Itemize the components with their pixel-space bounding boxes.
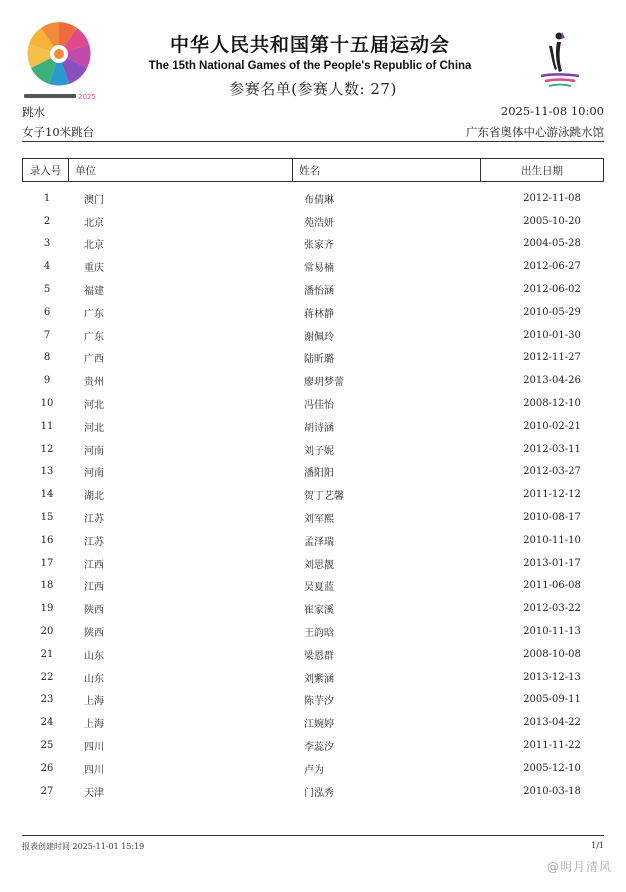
cell-name: 王韵晗 bbox=[304, 628, 334, 640]
table-row bbox=[22, 187, 604, 210]
cell-unit: 山东 bbox=[84, 650, 104, 662]
table-row bbox=[22, 438, 604, 461]
cell-no: 27 bbox=[40, 785, 54, 797]
table-row bbox=[22, 210, 604, 233]
cell-no: 16 bbox=[40, 534, 54, 546]
cell-no: 18 bbox=[40, 580, 54, 592]
cell-no: 21 bbox=[40, 648, 54, 660]
table-row bbox=[22, 620, 604, 643]
table-row bbox=[22, 529, 604, 552]
cell-unit: 重庆 bbox=[84, 263, 104, 275]
table-row bbox=[22, 483, 604, 506]
cell-dob: 2013-04-22 bbox=[523, 717, 581, 729]
cell-name: 贺丁艺馨 bbox=[304, 491, 344, 503]
cell-unit: 北京 bbox=[84, 240, 104, 252]
cell-dob: 2010-02-21 bbox=[523, 420, 581, 432]
cell-unit: 四川 bbox=[84, 764, 104, 776]
cell-unit: 上海 bbox=[84, 719, 104, 731]
cell-dob: 2011-06-08 bbox=[523, 580, 581, 592]
meta-row-event bbox=[22, 124, 604, 140]
cell-name: 李蕊汐 bbox=[304, 742, 334, 754]
page-number: 1/1 bbox=[591, 841, 604, 850]
cell-dob: 2008-10-08 bbox=[523, 648, 581, 660]
cell-unit: 江西 bbox=[84, 559, 104, 571]
cell-unit: 四川 bbox=[84, 742, 104, 754]
table-row bbox=[22, 461, 604, 484]
cell-dob: 2013-12-13 bbox=[523, 671, 581, 683]
cell-name: 刘军熙 bbox=[304, 514, 334, 526]
cell-no: 1 bbox=[43, 192, 51, 204]
cell-unit: 江苏 bbox=[84, 514, 104, 526]
cell-unit: 澳门 bbox=[84, 194, 104, 206]
cell-name: 谢佩玲 bbox=[304, 331, 334, 343]
cell-no: 24 bbox=[40, 717, 54, 729]
table-row bbox=[22, 597, 604, 620]
title-cn: 中华人民共和国第十五届运动会 bbox=[169, 34, 450, 56]
meta-row-sport bbox=[22, 104, 604, 120]
cell-unit: 陕西 bbox=[84, 605, 104, 617]
cell-name: 吴夏蓝 bbox=[304, 582, 334, 594]
table-row bbox=[22, 506, 604, 529]
cell-dob: 2005-09-11 bbox=[523, 694, 581, 706]
cell-unit: 河北 bbox=[84, 422, 104, 434]
footer bbox=[22, 841, 604, 852]
cell-no: 17 bbox=[40, 557, 54, 569]
table-row bbox=[22, 780, 604, 803]
table-row bbox=[22, 392, 604, 415]
cell-unit: 河南 bbox=[84, 445, 104, 457]
cell-no: 25 bbox=[40, 740, 54, 752]
cell-name: 冯佳怡 bbox=[304, 400, 334, 412]
cell-unit: 福建 bbox=[84, 286, 104, 298]
cell-no: 19 bbox=[40, 603, 54, 615]
cell-dob: 2012-06-27 bbox=[523, 261, 581, 273]
roster-table bbox=[22, 158, 604, 803]
table-row bbox=[22, 575, 604, 598]
cell-name: 廖玥梦蕾 bbox=[304, 377, 344, 389]
cell-name: 潘怡涵 bbox=[304, 286, 334, 298]
cell-unit: 广东 bbox=[84, 308, 104, 320]
cell-no: 6 bbox=[43, 306, 51, 318]
cell-dob: 2010-01-30 bbox=[523, 329, 581, 341]
cell-name: 胡诗涵 bbox=[304, 422, 334, 434]
table-row bbox=[22, 369, 604, 392]
cell-no: 26 bbox=[40, 762, 54, 774]
cell-name: 潘阳阳 bbox=[304, 468, 334, 480]
cell-no: 20 bbox=[40, 626, 54, 638]
cell-unit: 上海 bbox=[84, 696, 104, 708]
cell-no: 12 bbox=[40, 443, 54, 455]
cell-unit: 湖北 bbox=[84, 491, 104, 503]
cell-name: 崔家溪 bbox=[304, 605, 334, 617]
cell-no: 5 bbox=[43, 284, 51, 296]
cell-name: 陈芋汐 bbox=[304, 696, 334, 708]
cell-no: 8 bbox=[43, 352, 51, 364]
table-row bbox=[22, 711, 604, 734]
svg-text:2025: 2025 bbox=[78, 93, 96, 101]
cell-dob: 2004-05-28 bbox=[523, 238, 581, 250]
cell-dob: 2012-06-02 bbox=[523, 284, 581, 296]
table-row bbox=[22, 643, 604, 666]
cell-name: 布倩琳 bbox=[304, 194, 334, 206]
cell-unit: 江西 bbox=[84, 582, 104, 594]
venue-name: 广东省奥体中心游泳跳水馆 bbox=[466, 125, 604, 139]
cell-unit: 陕西 bbox=[84, 628, 104, 640]
cell-dob: 2013-01-17 bbox=[523, 557, 581, 569]
header-divider bbox=[22, 141, 604, 142]
cell-unit: 广东 bbox=[84, 331, 104, 343]
table-row bbox=[22, 301, 604, 324]
table-row bbox=[22, 233, 604, 256]
cell-name: 刘子妮 bbox=[304, 445, 334, 457]
cell-name: 刘思靓 bbox=[304, 559, 334, 571]
cell-dob: 2010-08-17 bbox=[523, 512, 581, 524]
cell-no: 3 bbox=[43, 238, 51, 250]
title-en: The 15th National Games of the People's Republic of China bbox=[148, 60, 472, 72]
cell-dob: 2013-04-26 bbox=[523, 375, 581, 387]
table-row bbox=[22, 278, 604, 301]
sport-label: 跳水 bbox=[22, 105, 45, 119]
cell-unit: 北京 bbox=[84, 217, 104, 229]
cell-unit: 江苏 bbox=[84, 536, 104, 548]
cell-unit: 贵州 bbox=[84, 377, 104, 389]
cell-name: 梁恩群 bbox=[304, 650, 334, 662]
cell-name: 孟泽瑞 bbox=[304, 536, 334, 548]
table-row bbox=[22, 734, 604, 757]
table-row bbox=[22, 689, 604, 712]
watermark: @明月清风 bbox=[546, 860, 612, 874]
cell-no: 4 bbox=[43, 261, 51, 273]
cell-dob: 2012-03-22 bbox=[523, 603, 581, 615]
table-row bbox=[22, 666, 604, 689]
cell-unit: 广西 bbox=[84, 354, 104, 366]
cell-name: 张家齐 bbox=[304, 240, 334, 252]
cell-name: 蒋林静 bbox=[304, 308, 334, 320]
event-name: 女子10米跳台 bbox=[22, 125, 95, 139]
table-row bbox=[22, 415, 604, 438]
cell-no: 2 bbox=[43, 215, 51, 227]
cell-dob: 2012-11-08 bbox=[523, 192, 581, 204]
column-header-name: 姓名 bbox=[293, 159, 481, 181]
cell-no: 11 bbox=[40, 420, 54, 432]
cell-unit: 山东 bbox=[84, 673, 104, 685]
cell-no: 22 bbox=[40, 671, 54, 683]
table-header bbox=[22, 158, 604, 182]
cell-name: 刘紫涵 bbox=[304, 673, 334, 685]
column-header-dob: 出生日期 bbox=[521, 164, 563, 177]
cell-dob: 2012-03-11 bbox=[523, 443, 581, 455]
cell-no: 10 bbox=[40, 398, 54, 410]
cell-no: 15 bbox=[40, 512, 54, 524]
table-row bbox=[22, 552, 604, 575]
cell-name: 常易楠 bbox=[304, 263, 334, 275]
footer-divider bbox=[22, 835, 604, 836]
cell-dob: 2012-03-27 bbox=[523, 466, 581, 478]
cell-dob: 2011-11-22 bbox=[523, 740, 581, 752]
table-row bbox=[22, 757, 604, 780]
cell-name: 陆昕璐 bbox=[304, 354, 334, 366]
cell-dob: 2005-10-20 bbox=[523, 215, 581, 227]
cell-dob: 2010-11-13 bbox=[523, 626, 581, 638]
table-body bbox=[22, 187, 604, 803]
cell-dob: 2011-12-12 bbox=[523, 489, 581, 501]
table-row bbox=[22, 324, 604, 347]
cell-dob: 2010-05-29 bbox=[523, 306, 581, 318]
cell-no: 13 bbox=[40, 466, 54, 478]
cell-no: 23 bbox=[40, 694, 54, 706]
report-created-time: 报表创建时间 2025-11-01 15:19 bbox=[22, 842, 145, 851]
cell-no: 14 bbox=[40, 489, 54, 501]
cell-dob: 2010-11-10 bbox=[523, 534, 581, 546]
cell-name: 门泓秀 bbox=[304, 787, 334, 799]
cell-no: 9 bbox=[43, 375, 51, 387]
cell-dob: 2008-12-10 bbox=[523, 398, 581, 410]
cell-no: 7 bbox=[43, 329, 51, 341]
column-header-unit: 单位 bbox=[69, 159, 293, 181]
cell-unit: 天津 bbox=[84, 787, 104, 799]
cell-dob: 2010-03-18 bbox=[523, 785, 581, 797]
event-datetime: 2025-11-08 10:00 bbox=[500, 104, 604, 118]
cell-name: 江婉婷 bbox=[304, 719, 334, 731]
header-title-block bbox=[100, 30, 520, 72]
table-row bbox=[22, 347, 604, 370]
cell-dob: 2012-11-27 bbox=[523, 352, 581, 364]
cell-unit: 河北 bbox=[84, 400, 104, 412]
cell-name: 卢为 bbox=[304, 764, 324, 776]
table-row bbox=[22, 255, 604, 278]
cell-dob: 2005-12-10 bbox=[523, 762, 581, 774]
roster-title: 参赛名单(参赛人数: 27) bbox=[229, 80, 397, 98]
cell-name: 苑浩妍 bbox=[304, 217, 334, 229]
column-header-no: 录入号 bbox=[23, 159, 69, 181]
cell-unit: 河南 bbox=[84, 468, 104, 480]
